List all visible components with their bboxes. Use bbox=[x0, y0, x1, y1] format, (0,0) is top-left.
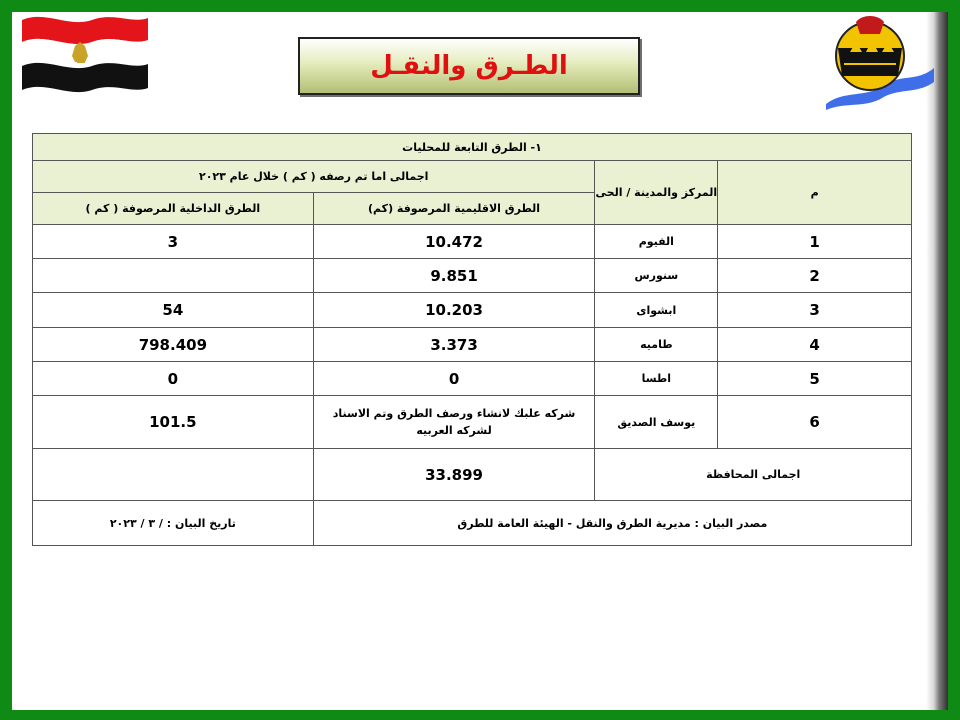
governorate-emblem-icon bbox=[826, 12, 934, 110]
table-row bbox=[33, 362, 912, 396]
row-regional: 9.851 bbox=[313, 259, 595, 293]
total-regional: 33.899 bbox=[313, 449, 595, 501]
row-regional: 10.472 bbox=[313, 225, 595, 259]
row-regional: 0 bbox=[313, 362, 595, 396]
col-index-header: م bbox=[718, 161, 912, 225]
col-regional-header: الطرق الاقليمية المرصوفة (كم) bbox=[313, 193, 595, 225]
section-title: ١- الطرق التابعة للمحليات bbox=[33, 134, 912, 161]
roads-table bbox=[32, 133, 912, 546]
paved-group-header: اجمالى اما تم رصفه ( كم ) خلال عام ٢٠٢٣ bbox=[33, 161, 595, 193]
row-internal: 3 bbox=[33, 225, 314, 259]
row-index: 1 bbox=[718, 225, 912, 259]
col-internal-header: الطرق الداخلية المرصوفة ( كم ) bbox=[33, 193, 314, 225]
total-row bbox=[33, 449, 912, 501]
row-center: يوسف الصديق bbox=[595, 396, 718, 449]
row-center: ابشواى bbox=[595, 293, 718, 328]
row-center: الفيوم bbox=[595, 225, 718, 259]
row-center: سنورس bbox=[595, 259, 718, 293]
data-source: مصدر البيان : مديرية الطرق والنقل - الهيئة العامة للطرق bbox=[313, 501, 911, 546]
row-center: طاميه bbox=[595, 328, 718, 362]
table-row bbox=[33, 293, 912, 328]
row-index: 5 bbox=[718, 362, 912, 396]
row-index: 6 bbox=[718, 396, 912, 449]
row-index: 2 bbox=[718, 259, 912, 293]
row-internal: 0 bbox=[33, 362, 314, 396]
table-section-row bbox=[33, 134, 912, 161]
table-row bbox=[33, 225, 912, 259]
total-internal bbox=[33, 449, 314, 501]
row-regional: 3.373 bbox=[313, 328, 595, 362]
row-regional-note: شركه علبك لانشاء ورصف الطرق وتم الاسناد لشركه العربيه bbox=[313, 396, 595, 449]
total-label: اجمالى المحافظة bbox=[595, 449, 912, 501]
row-index: 3 bbox=[718, 293, 912, 328]
title-banner bbox=[298, 37, 640, 95]
data-date: تاريخ البيان : / ٣ / ٢٠٢٣ bbox=[33, 501, 314, 546]
table-header-row bbox=[33, 161, 912, 193]
row-internal: 101.5 bbox=[33, 396, 314, 449]
col-center-header: المركز والمدينة / الحى bbox=[595, 161, 718, 225]
row-internal: 54 bbox=[33, 293, 314, 328]
egypt-flag-icon bbox=[16, 12, 154, 104]
footer-row bbox=[33, 501, 912, 546]
table-row bbox=[33, 259, 912, 293]
page-title: الطـرق والنقـل bbox=[370, 51, 568, 81]
table-row bbox=[33, 396, 912, 449]
row-internal: 798.409 bbox=[33, 328, 314, 362]
row-internal bbox=[33, 259, 314, 293]
table-row bbox=[33, 328, 912, 362]
row-center: اطسا bbox=[595, 362, 718, 396]
row-index: 4 bbox=[718, 328, 912, 362]
decorative-side-strip bbox=[926, 12, 948, 710]
row-regional: 10.203 bbox=[313, 293, 595, 328]
